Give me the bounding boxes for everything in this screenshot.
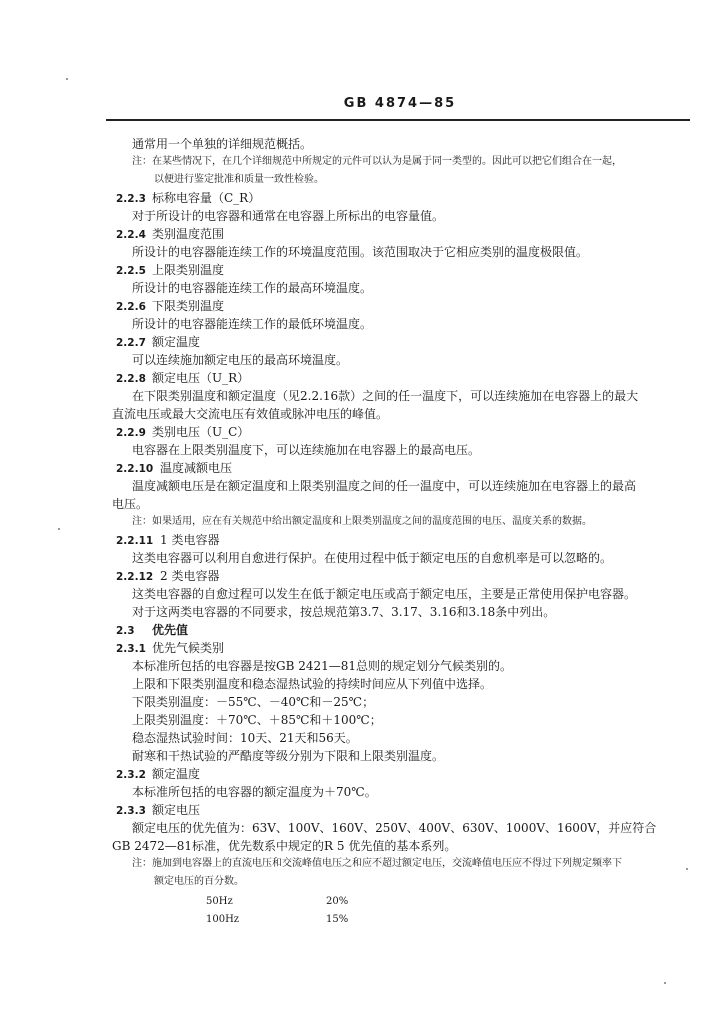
- clause-title: 额定电压: [152, 803, 201, 817]
- clause-heading: [116, 532, 219, 548]
- text-line: 本标准所包括的电容器是按GB 2421—81总则的规定划分气候类别的。: [132, 659, 513, 673]
- text-line: 这类电容器可以利用自愈进行保护。在使用过程中低于额定电压的自愈机率是可以忽略的。: [132, 551, 613, 565]
- text-line: 这类电容器的自愈过程可以发生在低于额定电压或高于额定电压，主要是正常使用保护电容器。: [132, 587, 637, 601]
- clause-heading: [116, 334, 200, 350]
- clause-number: 2.2.8: [116, 373, 146, 385]
- section-heading: [116, 622, 188, 638]
- clause-heading: [116, 766, 200, 782]
- clause-title: 类别电压（U_C）: [152, 425, 250, 439]
- freq-cell: 50Hz: [206, 896, 233, 907]
- text-line: 下限类别温度：－55℃、－40℃和－25℃；: [132, 695, 375, 709]
- text-line: 稳态湿热试验时间：10天、21天和56天。: [132, 731, 358, 745]
- scan-speck: [66, 78, 68, 80]
- clause-number: 2.2.3: [116, 193, 146, 205]
- text-line: 电压。: [112, 497, 149, 511]
- clause-number: 2.2.11: [116, 535, 154, 547]
- scan-speck: [664, 982, 666, 984]
- clause-title: 下限类别温度: [152, 299, 225, 313]
- clause-heading: [116, 370, 249, 386]
- text-line: 温度减额电压是在额定温度和上限类别温度之间的任一温度中，可以连续施加在电容器上的最高: [132, 479, 637, 493]
- freq-cell: 100Hz: [206, 914, 240, 925]
- pct-cell: 15%: [326, 914, 349, 925]
- clause-number: 2.2.9: [116, 427, 146, 439]
- clause-heading: [116, 298, 224, 314]
- clause-heading: [116, 802, 200, 818]
- pct-cell: 20%: [326, 896, 349, 907]
- clause-number: 2.2.5: [116, 265, 146, 277]
- scan-speck: [58, 528, 60, 530]
- clause-heading: [116, 190, 260, 206]
- clause-title: 额定温度: [152, 767, 201, 781]
- header-rule: [106, 119, 690, 121]
- clause-title: 额定电压（U_R）: [152, 371, 250, 385]
- clause-title: 标称电容量（C_R）: [152, 191, 261, 205]
- section-title: 优先值: [152, 623, 189, 637]
- note-line: 注：如果适用，应在有关规范中给出额定温度和上限类别温度之间的温度范围的电压、温度关系的数据。: [132, 516, 592, 527]
- clause-heading: [116, 424, 249, 440]
- text-line: 上限类别温度：＋70℃、＋85℃和＋100℃；: [132, 713, 382, 727]
- clause-title: 类别温度范围: [152, 227, 225, 241]
- clause-title: 温度减额电压: [160, 461, 233, 475]
- text-line: 所设计的电容器能连续工作的环境温度范围。该范围取决于它相应类别的温度极限值。: [132, 245, 589, 259]
- text-line: 上限和下限类别温度和稳态湿热试验的持续时间应从下列值中选择。: [132, 677, 493, 691]
- clause-heading: [116, 640, 224, 656]
- text-line: 通常用一个单独的详细规范概括。: [132, 137, 313, 151]
- standard-code-header: GB 4874—85: [343, 96, 457, 111]
- clause-number: 2.2.7: [116, 337, 146, 349]
- clause-number: 2.2.12: [116, 571, 154, 583]
- clause-title: 额定温度: [152, 335, 201, 349]
- clause-title: 上限类别温度: [152, 263, 225, 277]
- clause-number: 2.3.3: [116, 805, 146, 817]
- text-line: 对于这两类电容器的不同要求，按总规范第3.7、3.17、3.16和3.18条中列出。: [132, 605, 556, 619]
- text-line: 电容器在上限类别温度下，可以连续施加在电容器上的最高电压。: [132, 443, 481, 457]
- section-number: 2.3: [116, 625, 135, 637]
- clause-number: 2.3.2: [116, 769, 146, 781]
- clause-number: 2.3.1: [116, 643, 146, 655]
- note-line: 以便进行鉴定批准和质量一致性检验。: [154, 174, 324, 185]
- note-line: 额定电压的百分数。: [154, 876, 244, 887]
- note-line: 注：施加到电容器上的直流电压和交流峰值电压之和应不超过额定电压，交流峰值电压应不得过下列规定频率下: [132, 858, 622, 869]
- note-line: 注：在某些情况下，在几个详细规范中所规定的元件可以认为是属于同一类型的。因此可以把它们组合在一起，: [132, 156, 622, 167]
- text-line: GB 2472—81标准，优先数系中规定的R 5 优先值的基本系列。: [112, 839, 457, 853]
- text-line: 在下限类别温度和额定温度（见2.2.16款）之间的任一温度下，可以连续施加在电容器上的最大: [132, 389, 639, 403]
- clause-title: 1 类电容器: [160, 533, 220, 547]
- clause-heading: [116, 460, 232, 476]
- text-line: 耐寒和干热试验的严酷度等级分别为下限和上限类别温度。: [132, 749, 445, 763]
- text-line: 所设计的电容器能连续工作的最低环境温度。: [132, 317, 373, 331]
- clause-number: 2.2.10: [116, 463, 154, 475]
- clause-number: 2.2.6: [116, 301, 146, 313]
- text-line: 额定电压的优先值为：63V、100V、160V、250V、400V、630V、1000V、1600V，并应符合: [132, 821, 657, 835]
- clause-heading: [116, 262, 224, 278]
- text-line: 对于所设计的电容器和通常在电容器上所标出的电容量值。: [132, 209, 445, 223]
- clause-title: 2 类电容器: [160, 569, 220, 583]
- clause-title: 优先气候类别: [152, 641, 225, 655]
- clause-heading: [116, 226, 224, 242]
- clause-number: 2.2.4: [116, 229, 146, 241]
- text-line: 可以连续施加额定电压的最高环境温度。: [132, 353, 349, 367]
- scan-speck: [686, 868, 688, 870]
- text-line: 所设计的电容器能连续工作的最高环境温度。: [132, 281, 373, 295]
- clause-heading: [116, 568, 219, 584]
- text-line: 本标准所包括的电容器的额定温度为＋70℃。: [132, 785, 377, 799]
- text-line: 直流电压或最大交流电压有效值或脉冲电压的峰值。: [112, 407, 389, 421]
